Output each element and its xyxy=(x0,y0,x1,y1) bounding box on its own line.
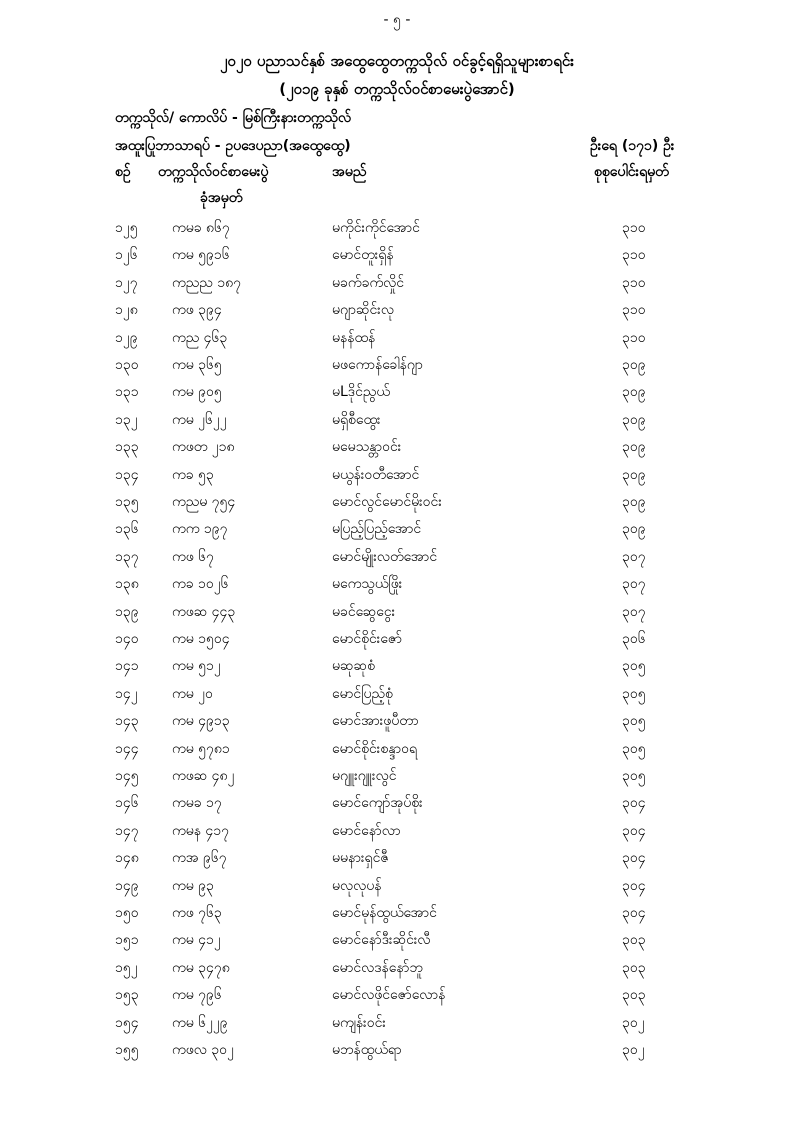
header-no: စဉ် xyxy=(115,164,131,180)
row-marks: ၃၀၅ xyxy=(622,768,646,784)
row-exam-code: ကမ ၂၆၂၂ xyxy=(172,411,227,428)
row-number: ၁၅၄ xyxy=(115,1014,139,1031)
table-row xyxy=(0,602,794,630)
row-marks: ၃၀၃ xyxy=(622,932,646,949)
row-exam-code: ကညည ၁၈၇ xyxy=(172,274,241,291)
row-exam-code: ကဖဆ ၄၈၂ xyxy=(172,768,235,784)
table-row xyxy=(0,465,794,493)
table-row xyxy=(0,273,794,301)
row-name: မောင်စိုင်းဇော် xyxy=(332,631,402,647)
row-marks: ၃၀၄ xyxy=(622,822,646,839)
row-number: ၁၃၀ xyxy=(115,357,139,373)
table-row xyxy=(0,410,794,438)
row-number: ၁၄၆ xyxy=(115,795,139,812)
table-row xyxy=(0,848,794,876)
row-name: မကေသွယ်ဖြိုး xyxy=(332,576,403,593)
row-exam-code: ကမခ ၈၆၇ xyxy=(172,220,230,236)
row-marks: ၃၁၀ xyxy=(622,302,646,319)
row-marks: ၃၀၄ xyxy=(622,795,646,812)
row-name: မောင်နော်ဒီးဆိုင်းလီ xyxy=(332,932,431,949)
row-exam-code: ကခ ၅၃ xyxy=(172,466,214,483)
table-row xyxy=(0,519,794,547)
table-row xyxy=(0,1040,794,1068)
row-marks: ၃၁၀ xyxy=(622,220,646,236)
table-row xyxy=(0,766,794,794)
table-row xyxy=(0,355,794,383)
row-name: မောင်အားဖူပီတာ xyxy=(332,713,419,730)
row-exam-code: ကမ ၇၉၆ xyxy=(172,987,222,1004)
row-number: ၁၃၇ xyxy=(115,548,139,565)
row-marks: ၃၀၄ xyxy=(622,877,646,894)
table-row xyxy=(0,739,794,767)
row-exam-code: ကမ ၃၄၇၈ xyxy=(172,959,230,976)
row-exam-code: ကမ ၉၃ xyxy=(172,877,214,894)
row-number: ၁၃၅ xyxy=(115,494,139,510)
row-name: မဖကောန်ခေါန်ဂျာ xyxy=(332,357,423,373)
row-marks: ၃၀၇ xyxy=(622,603,646,620)
table-row xyxy=(0,930,794,958)
row-exam-code: ကမ ၄၁၂ xyxy=(172,932,221,949)
row-number: ၁၄၇ xyxy=(115,822,139,839)
row-marks: ၃၀၇ xyxy=(622,548,646,565)
table-row xyxy=(0,711,794,739)
header-exam-code: တက္ကသိုလ်ဝင်စာမေးပွဲ xyxy=(158,164,269,180)
row-name: မလုလုပန် xyxy=(332,877,382,894)
row-exam-code: ကမ ၃၆၅ xyxy=(172,357,222,373)
row-exam-code: ကဖ ၃၉၄ xyxy=(172,302,222,319)
row-marks: ၃၀၂ xyxy=(622,1014,645,1031)
row-name: မဘန်ထွယ်ရာ xyxy=(332,1042,402,1058)
row-exam-code: ကမ ၄၉၁၃ xyxy=(172,713,230,730)
row-number: ၁၅၃ xyxy=(115,987,139,1004)
document-subtitle: (၂၀၁၉ ခုနှစ် တက္ကသိုလ်ဝင်စာမေးပွဲအောင်) xyxy=(279,80,515,98)
row-marks: ၃၀၄ xyxy=(622,850,646,867)
table-row xyxy=(0,218,794,246)
row-name: မခင်ဆွေငွေး xyxy=(332,603,396,620)
row-number: ၁၄၃ xyxy=(115,713,139,730)
row-marks: ၃၁၀ xyxy=(622,274,646,291)
row-exam-code: ကက ၁၉၇ xyxy=(172,521,228,538)
row-number: ၁၂၅ xyxy=(115,220,138,236)
row-number: ၁၃၃ xyxy=(115,439,139,456)
table-row xyxy=(0,437,794,465)
row-exam-code: ကမ ၅၁၂ xyxy=(172,658,221,675)
row-name: မောင်မုန်ထွယ်အောင် xyxy=(332,905,437,921)
row-number: ၁၃၈ xyxy=(115,576,139,593)
row-marks: ၃၀၄ xyxy=(622,905,646,921)
row-exam-code: ကညမ ၇၅၄ xyxy=(172,494,236,510)
row-number: ၁၄၀ xyxy=(115,631,139,647)
total-count: ဦးရေ (၁၇၁) ဦး xyxy=(590,138,675,154)
row-exam-code: ကအ ၉၆၇ xyxy=(172,850,227,867)
row-name: မကျန်းဝင်း xyxy=(332,1014,386,1031)
row-marks: ၃၀၅ xyxy=(622,685,646,702)
row-number: ၁၅၂ xyxy=(115,959,138,976)
row-number: ၁၃၂ xyxy=(115,411,138,428)
table-row xyxy=(0,684,794,712)
row-number: ၁၄၅ xyxy=(115,768,139,784)
row-marks: ၃၀၅ xyxy=(622,740,646,757)
table-row xyxy=(0,629,794,657)
table-row xyxy=(0,793,794,821)
row-name: မဂျူးဂျူးလွင် xyxy=(332,768,397,784)
table-row xyxy=(0,656,794,684)
row-number: ၁၄၄ xyxy=(115,740,139,757)
row-name: မနန်ထန် xyxy=(332,329,376,346)
row-marks: ၃၀၉ xyxy=(622,439,646,456)
table-row xyxy=(0,547,794,575)
row-name: မောင်ပြည့်စုံ xyxy=(332,685,393,702)
row-name: မLဒိုင်ညွယ် xyxy=(332,384,390,401)
row-exam-code: ကမန ၄၁၇ xyxy=(172,822,230,839)
table-row xyxy=(0,958,794,986)
row-marks: ၃၀၅ xyxy=(622,713,646,730)
table-row xyxy=(0,492,794,520)
row-number: ၁၃၆ xyxy=(115,521,139,538)
row-marks: ၃၀၉ xyxy=(622,384,646,401)
row-number: ၁၃၉ xyxy=(115,603,139,620)
row-name: မပြည့်ပြည့်အောင် xyxy=(332,521,422,538)
row-name: မရှိစီထွေး xyxy=(332,411,381,428)
row-number: ၁၂၆ xyxy=(115,247,138,264)
row-number: ၁၂၉ xyxy=(115,329,138,346)
row-name: မဆုဆုစံ xyxy=(332,658,375,675)
row-marks: ၃၀၆ xyxy=(622,631,646,647)
header-marks: စုစုပေါင်းရမှတ် xyxy=(594,164,669,180)
row-exam-code: ကမ ၉၀၅ xyxy=(172,384,222,401)
row-marks: ၃၀၉ xyxy=(622,411,646,428)
row-exam-code: ကမ ၅၇၈၁ xyxy=(172,740,230,757)
row-name: မမနားရှင်ဇီ xyxy=(332,850,389,867)
table-row xyxy=(0,903,794,931)
table-row xyxy=(0,300,794,328)
row-name: မောင်ကျော်အုပ်စိုး xyxy=(332,795,423,812)
row-marks: ၃၀၃ xyxy=(622,987,646,1004)
row-exam-code: ကဖတ ၂၁၈ xyxy=(172,439,235,456)
row-number: ၁၄၈ xyxy=(115,850,139,867)
header-name: အမည် xyxy=(332,164,367,180)
row-number: ၁၃၁ xyxy=(115,384,139,401)
row-name: မဂျာဆိုင်းလု xyxy=(332,302,394,319)
page-number: - ၅ - xyxy=(383,12,411,28)
table-row xyxy=(0,876,794,904)
row-number: ၁၅၁ xyxy=(115,932,139,949)
row-exam-code: ကမ ၅၉၁၆ xyxy=(172,247,230,264)
row-marks: ၃၀၇ xyxy=(622,576,646,593)
row-marks: ၃၀၂ xyxy=(622,1042,645,1058)
table-row xyxy=(0,574,794,602)
table-row xyxy=(0,985,794,1013)
header-exam-code-2: ခုံအမှတ် xyxy=(200,190,243,206)
row-exam-code: ကဖ ၆၇ xyxy=(172,548,214,565)
row-number: ၁၅၅ xyxy=(115,1042,139,1058)
row-exam-code: ကဖလ ၃၀၂ xyxy=(172,1042,234,1058)
row-name: မောင်မျိုးလတ်အောင် xyxy=(332,548,438,565)
row-exam-code: ကဖဆ ၄၄၃ xyxy=(172,603,236,620)
row-marks: ၃၀၉ xyxy=(622,466,646,483)
table-row xyxy=(0,1013,794,1041)
row-marks: ၃၀၅ xyxy=(622,658,646,675)
row-marks: ၃၀၉ xyxy=(622,521,646,538)
table-row xyxy=(0,382,794,410)
table-row xyxy=(0,245,794,273)
row-marks: ၃၀၃ xyxy=(622,959,646,976)
row-marks: ၃၁၀ xyxy=(622,247,646,264)
row-number: ၁၅၀ xyxy=(115,905,139,921)
row-marks: ၃၀၉ xyxy=(622,357,646,373)
table-row xyxy=(0,821,794,849)
row-number: ၁၄၉ xyxy=(115,877,139,894)
row-name: မောင်နော်လာ xyxy=(332,822,401,839)
row-name: မမေသန္တာဝင်း xyxy=(332,439,402,456)
row-exam-code: ကမခ ၁၇ xyxy=(172,795,222,812)
row-exam-code: ကည ၄၆၃ xyxy=(172,329,228,346)
major-line: အထူးပြုဘာသာရပ် - ဥပဒေပညာ(အထွေထွေ) xyxy=(115,138,351,154)
row-number: ၁၄၁ xyxy=(115,658,139,675)
row-marks: ၃၁၀ xyxy=(622,329,646,346)
row-number: ၁၂၈ xyxy=(115,302,138,319)
row-name: မောင်စိုင်းစန္ဒာဝရ xyxy=(332,740,418,757)
row-name: မခက်ခက်လှိုင် xyxy=(332,274,405,291)
row-name: မောင်လွင်မောင်မိုးဝင်း xyxy=(332,494,442,510)
row-exam-code: ကခ ၁၀၂၆ xyxy=(172,576,229,593)
table-row xyxy=(0,328,794,356)
row-number: ၁၃၄ xyxy=(115,466,139,483)
row-name: မောင်လဖိုင်ဇော်လောန် xyxy=(332,987,446,1004)
row-marks: ၃၀၉ xyxy=(622,494,646,510)
university-line: တက္ကသိုလ်/ ကောလိပ် - မြစ်ကြီးနားတက္ကသိုလ် xyxy=(115,110,352,126)
row-name: မကိုင်းကိုင်အောင် xyxy=(332,220,420,236)
row-exam-code: ကမ ၁၅၀၄ xyxy=(172,631,230,647)
row-name: မောင်တူးရှိန် xyxy=(332,247,394,264)
row-exam-code: ကမ ၂၀ xyxy=(172,685,213,702)
document-title: ၂၀၂၀ ပညာသင်နှစ် အထွေထွေတက္ကသိုလ် ဝင်ခွင့်ရရှိသူများစာရင်း xyxy=(220,52,574,70)
row-name: မယွန်းဝတီအောင် xyxy=(332,466,420,483)
row-name: မောင်လဒန်နော်ဘူ xyxy=(332,959,423,976)
row-number: ၁၂၇ xyxy=(115,274,138,291)
row-exam-code: ကဖ ၇၆၃ xyxy=(172,905,222,921)
row-exam-code: ကမ ၆၂၂၉ xyxy=(172,1014,228,1031)
row-number: ၁၄၂ xyxy=(115,685,138,702)
